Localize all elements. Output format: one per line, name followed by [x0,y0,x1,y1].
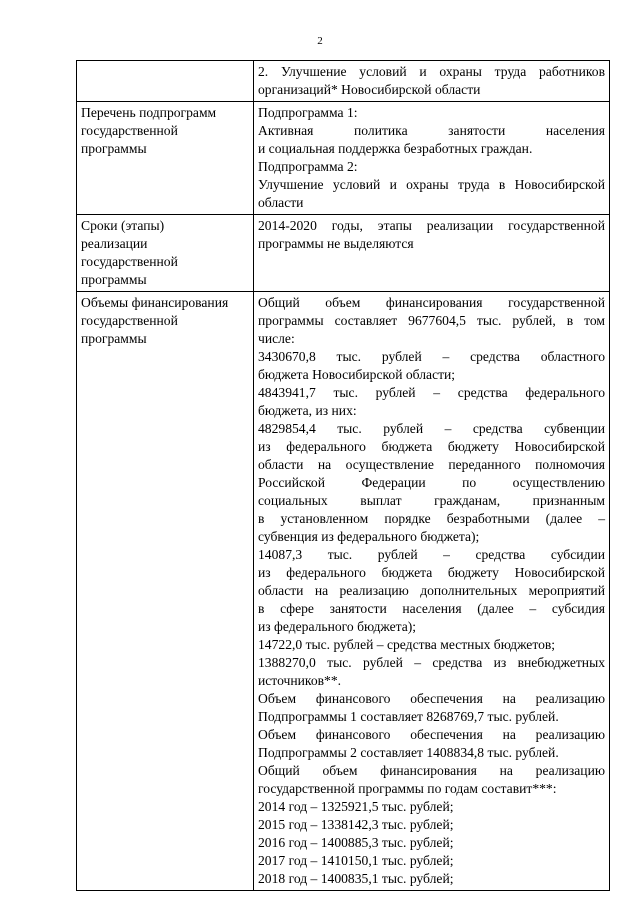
label-line: Перечень подпрограмм [81,105,217,120]
passport-content-cell [254,215,610,292]
content-line: из федерального бюджета); [258,619,417,634]
content-line: источников**. [258,673,342,688]
content-line: 2017 год – 1410150,1 тыс. рублей; [258,853,454,868]
passport-label-cell [77,292,254,891]
passport-content-cell [254,102,610,215]
content-line: Объем финансового обеспечения на реализацию [258,727,605,742]
content-line: Активная политика занятости населения [258,123,605,138]
content-line: Объем финансового обеспечения на реализацию [258,691,605,706]
content-line: 2014-2020 годы, этапы реализации государственной [258,218,605,233]
content-line: 2018 год – 1400835,1 тыс. рублей; [258,871,454,886]
passport-content-cell [254,292,610,891]
content-line: 14722,0 тыс. рублей – средства местных бюджетов; [258,637,556,652]
content-line: 2016 год – 1400885,3 тыс. рублей; [258,835,454,850]
table-body [77,61,610,891]
content-line: субвенция из федерального бюджета); [258,529,480,544]
content-line: Российской Федерации по осуществлению [258,475,605,490]
content-line: программы не выделяются [258,236,414,251]
content-line: 3430670,8 тыс. рублей – средства областного [258,349,605,364]
content-line: Общий объем финансирования государственной [258,295,605,310]
table-row [77,292,610,891]
label-line: государственной [81,254,178,269]
content-line: 2. Улучшение условий и охраны труда работников [258,64,605,79]
content-line: и социальная поддержка безработных граждан. [258,141,533,156]
content-line: программы составляет 9677604,5 тыс. рублей, в том [258,313,605,328]
content-line: 14087,3 тыс. рублей – средства субсидии [258,547,605,562]
label-line: программы [81,331,147,346]
content-line: 2014 год – 1325921,5 тыс. рублей; [258,799,454,814]
label-line: Объемы финансирования [81,295,229,310]
content-line: бюджета, из них: [258,403,357,418]
content-line: Улучшение условий и охраны труда в Новосибирской [258,177,605,192]
passport-label-cell [77,215,254,292]
label-line: государственной [81,313,178,328]
content-line: в сфере занятости населения (далее – субсидия [258,601,605,616]
passport-label-cell [77,61,254,102]
table-row [77,215,610,292]
content-line: 2015 год – 1338142,3 тыс. рублей; [258,817,454,832]
content-line: области [258,195,304,210]
content-line: Общий объем финансирования на реализацию [258,763,605,778]
content-line: области на реализацию дополнительных мероприятий [258,583,605,598]
content-line: из федерального бюджета бюджету Новосибирской [258,565,605,580]
content-line: Подпрограмма 1: [258,105,358,120]
content-line: из федерального бюджета бюджету Новосибирской [258,439,605,454]
content-line: 4829854,4 тыс. рублей – средства субвенции [258,421,605,436]
label-line: государственной [81,123,178,138]
page-number: 2 [317,35,323,47]
content-line: Подпрограммы 1 составляет 8268769,7 тыс. рублей. [258,709,559,724]
program-passport-table [76,60,610,891]
label-line: реализации [81,236,148,251]
content-line: социальных выплат гражданам, признанным [258,493,605,508]
content-line: области на осуществление переданного полномочия [258,457,605,472]
content-line: организаций* Новосибирской области [258,82,481,97]
content-line: государственной программы по годам составит***: [258,781,557,796]
label-line: программы [81,272,147,287]
content-line: Подпрограммы 2 составляет 1408834,8 тыс. рублей. [258,745,559,760]
table-row [77,61,610,102]
passport-label-cell [77,102,254,215]
content-line: 1388270,0 тыс. рублей – средства из внебюджетных [258,655,605,670]
content-line: бюджета Новосибирской области; [258,367,456,382]
content-line: числе: [258,331,295,346]
content-line: 4843941,7 тыс. рублей – средства федерального [258,385,605,400]
label-line: Сроки (этапы) [81,218,165,233]
content-line: в установленном порядке безработными (далее – [258,511,605,526]
table-row [77,102,610,215]
content-line: Подпрограмма 2: [258,159,358,174]
label-line: программы [81,141,147,156]
passport-content-cell [254,61,610,102]
